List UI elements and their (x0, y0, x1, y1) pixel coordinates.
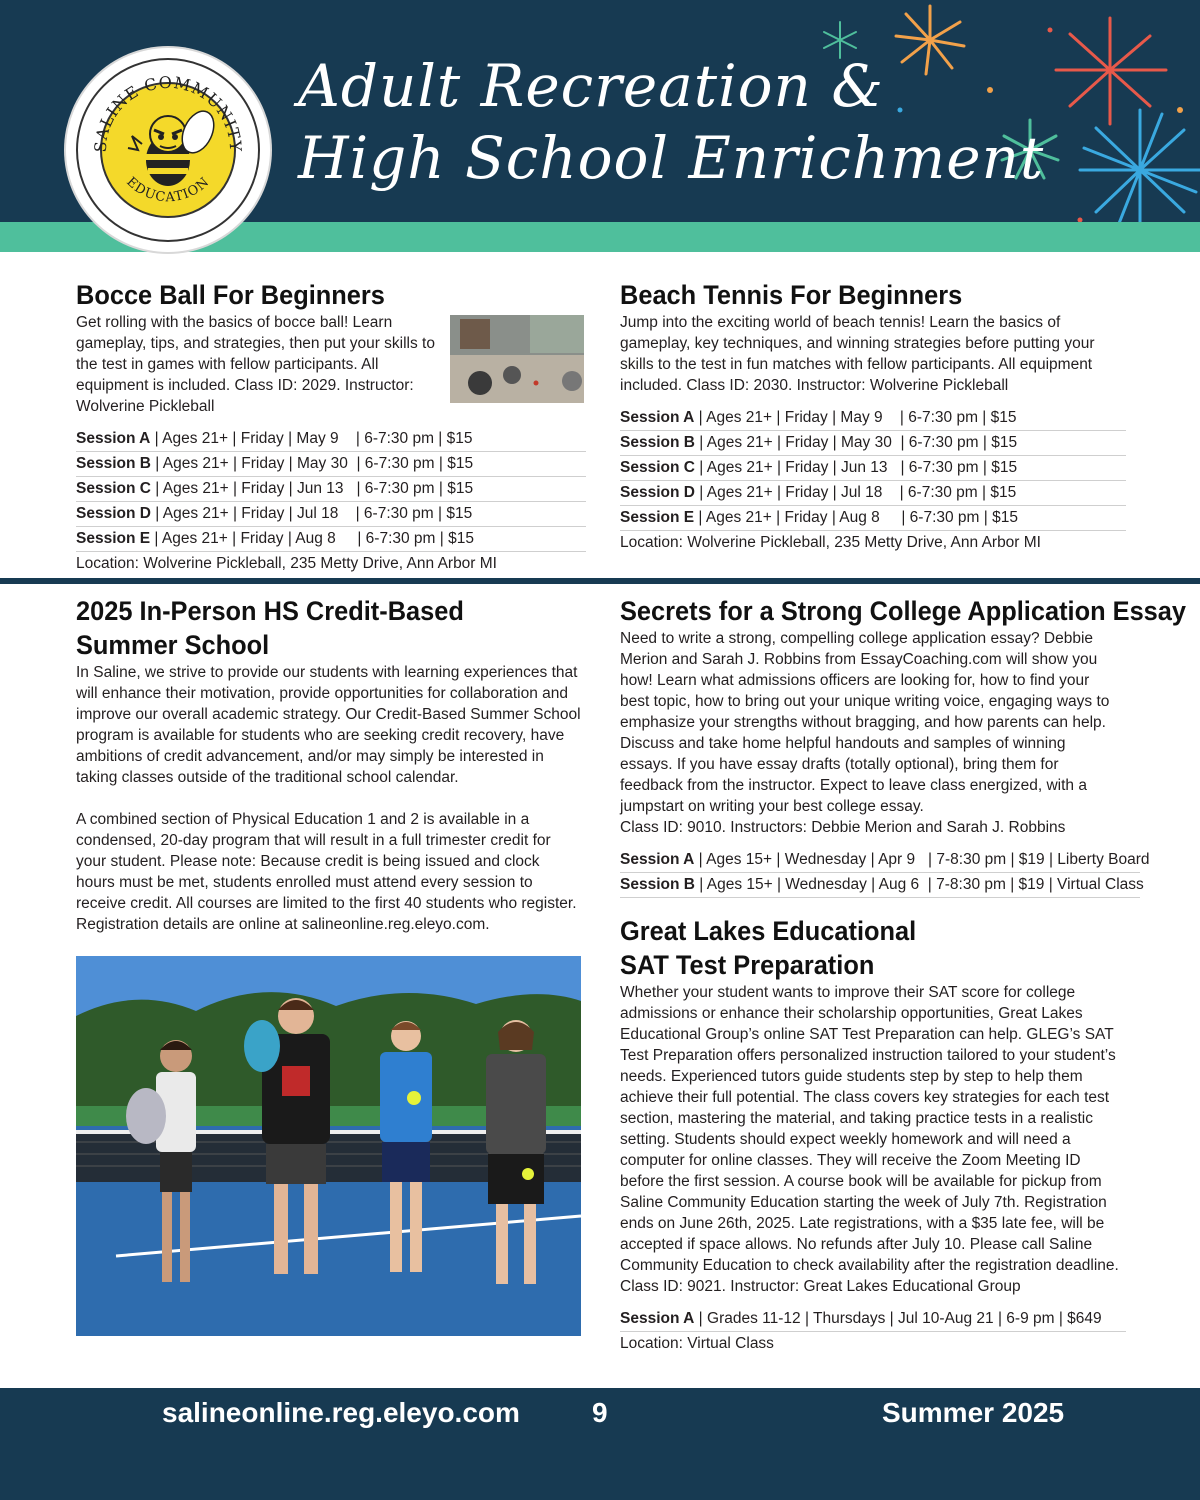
svg-text:SALINE COMMUNITY: SALINE COMMUNITY (90, 72, 246, 153)
beach-tennis-session-list (620, 406, 1126, 531)
bocce-description: Get rolling with the basics of bocce ball! Learn gameplay, tips, and strategies, then put your skills to the test in games with fellow participants. All equipment is included. Class ID: 2029. Instructor: Wolverine Pickleball (76, 314, 435, 415)
logo-artwork (66, 48, 270, 252)
page-title-line1: Adult Recreation & (298, 52, 884, 120)
beach-session-row: Session B | Ages 21+ | Friday | May 30 | 6-7:30 pm | $15 (620, 431, 1126, 456)
summer-school-paragraph-2: A combined section of Physical Education 1 and 2 is available in a condensed, 20-day program that will result in a full trimester credit for your student. Please note: Because credit is being issued and clock hours must be met, students enrolled must attend every session to receive credit. All courses are limited to the first 40 students who register. Registration details are online at salineonline.reg.eleyo.com. (76, 811, 577, 933)
sat-prep-session-list (620, 1307, 1126, 1332)
sat-prep-class-info: Class ID: 9021. Instructor: Great Lakes Educational Group (620, 1278, 1021, 1295)
college-essay-session-list (620, 848, 1150, 898)
summer-school-article (76, 594, 581, 935)
sat-prep-title-line2: SAT Test Preparation (620, 950, 875, 980)
essay-session-row: Session A | Ages 15+ | Wednesday | Apr 9 | 7-8:30 pm | $19 | Liberty Board (620, 848, 1140, 873)
footer-season: Summer 2025 (882, 1397, 1065, 1428)
bocce-title: Bocce Ball For Beginners (76, 280, 385, 310)
beach-tennis-title: Beach Tennis For Beginners (620, 280, 963, 310)
beach-tennis-article (620, 278, 1140, 555)
beach-session-row: Session D | Ages 21+ | Friday | Jul 18 | 6-7:30 pm | $15 (620, 481, 1126, 506)
svg-text:EDUCATION: EDUCATION (123, 174, 213, 206)
beach-session-row: Session C | Ages 21+ | Friday | Jun 13 | 6-7:30 pm | $15 (620, 456, 1126, 481)
beach-tennis-location: Location: Wolverine Pickleball, 235 Metty Drive, Ann Arbor MI (620, 534, 1041, 551)
sat-session-row: Session A | Grades 11-12 | Thursdays | Jul 10-Aug 21 | 6-9 pm | $649 (620, 1307, 1126, 1332)
college-essay-description: Need to write a strong, compelling college application essay? Debbie Merion and Sarah J. Robbins from EssayCoaching.com will show you how! Learn what admissions officers are looking for, how to find your best topic, how to bring out your unique writing voice, engaging ways to emphasize your strengths without bragging, and how parents can help. Discuss and take home helpful handouts and samples of winning essays. If you have essay drafts (totally optional), bring them for feedback from the instructor. Expect to leave class energized, with a jumpstart on writing your best college essay. (620, 630, 1110, 815)
saline-community-education-logo (66, 48, 270, 252)
college-essay-class-info: Class ID: 9010. Instructors: Debbie Merion and Sarah J. Robbins (620, 819, 1066, 836)
summer-school-title-line2: Summer School (76, 630, 270, 660)
bocce-session-row: Session B | Ages 21+ | Friday | May 30 | 6-7:30 pm | $15 (76, 452, 586, 477)
summer-school-paragraph-1: In Saline, we strive to provide our students with learning experiences that will enhance their motivation, provide opportunities for collaboration and improve our overall academic strategy. Our Credit-Based Summer School program is available for students who are seeking credit recovery, have ambitions of credit advancement, and/or may simply be interested in taking classes outside of the traditional school calendar. (76, 664, 581, 786)
footer-website-link[interactable]: salineonline.reg.eleyo.com (162, 1397, 520, 1428)
beach-session-row: Session A | Ages 21+ | Friday | May 9 | 6-7:30 pm | $15 (620, 406, 1126, 431)
essay-session-row: Session B | Ages 15+ | Wednesday | Aug 6 | 7-8:30 pm | $19 | Virtual Class (620, 873, 1140, 898)
sat-prep-description: Whether your student wants to improve their SAT score for college admissions or enhance their scholarship opportunities, Great Lakes Educational Group’s online SAT Test Preparation can help. GLEG’s SAT Test Preparation offers personalized instruction tailored to your student’s needs. Experienced tutors guide students step by step to help them achieve their full potential. The class covers key strategies for each test section, mastering the material, and taking practice tests in a realistic setting. Students should expect weekly homework and will need a computer for online classes. They will receive the Zoom Meeting ID before the first session. A course book will be available for pickup from Saline Community Education starting the week of July 7th. Registration ends on June 26th, 2025. Late registrations, with a $35 late fee, will be accepted if space allows. No refunds after July 10. Please call Saline Community Education to check availability after the registration deadline. (620, 984, 1119, 1274)
sat-prep-article (620, 914, 1140, 1356)
page-title-line2: High School Enrichment (298, 124, 1045, 192)
section-divider (0, 578, 1200, 584)
beach-tennis-description: Jump into the exciting world of beach tennis! Learn the basics of gameplay, key techniques, and winning strategies before putting your skills to the test in fun matches with fellow participants. All equipment included. Class ID: 2030. Instructor: Wolverine Pickleball (620, 314, 1095, 394)
college-essay-title: Secrets for a Strong College Application Essay (620, 596, 1187, 626)
page-title (298, 50, 1158, 194)
sat-prep-location: Location: Virtual Class (620, 1335, 774, 1352)
college-essay-article (620, 594, 1187, 898)
bocce-session-row: Session C | Ages 21+ | Friday | Jun 13 | 6-7:30 pm | $15 (76, 477, 586, 502)
bocce-session-row: Session A | Ages 21+ | Friday | May 9 | 6-7:30 pm | $15 (76, 427, 586, 452)
bocce-session-row: Session D | Ages 21+ | Friday | Jul 18 | 6-7:30 pm | $15 (76, 502, 586, 527)
students-pickleball-photo (76, 956, 581, 1336)
bocce-session-row: Session E | Ages 21+ | Friday | Aug 8 | 6-7:30 pm | $15 (76, 527, 586, 552)
page-footer (0, 1388, 1200, 1500)
bocce-photo (450, 315, 584, 403)
bocce-session-list (76, 427, 586, 552)
footer-page-number: 9 (592, 1397, 608, 1428)
bocce-location: Location: Wolverine Pickleball, 235 Metty Drive, Ann Arbor MI (76, 555, 497, 572)
beach-session-row: Session E | Ages 21+ | Friday | Aug 8 | 6-7:30 pm | $15 (620, 506, 1126, 531)
summer-school-title-line1: 2025 In-Person HS Credit-Based (76, 596, 464, 626)
sat-prep-title-line1: Great Lakes Educational (620, 916, 917, 946)
